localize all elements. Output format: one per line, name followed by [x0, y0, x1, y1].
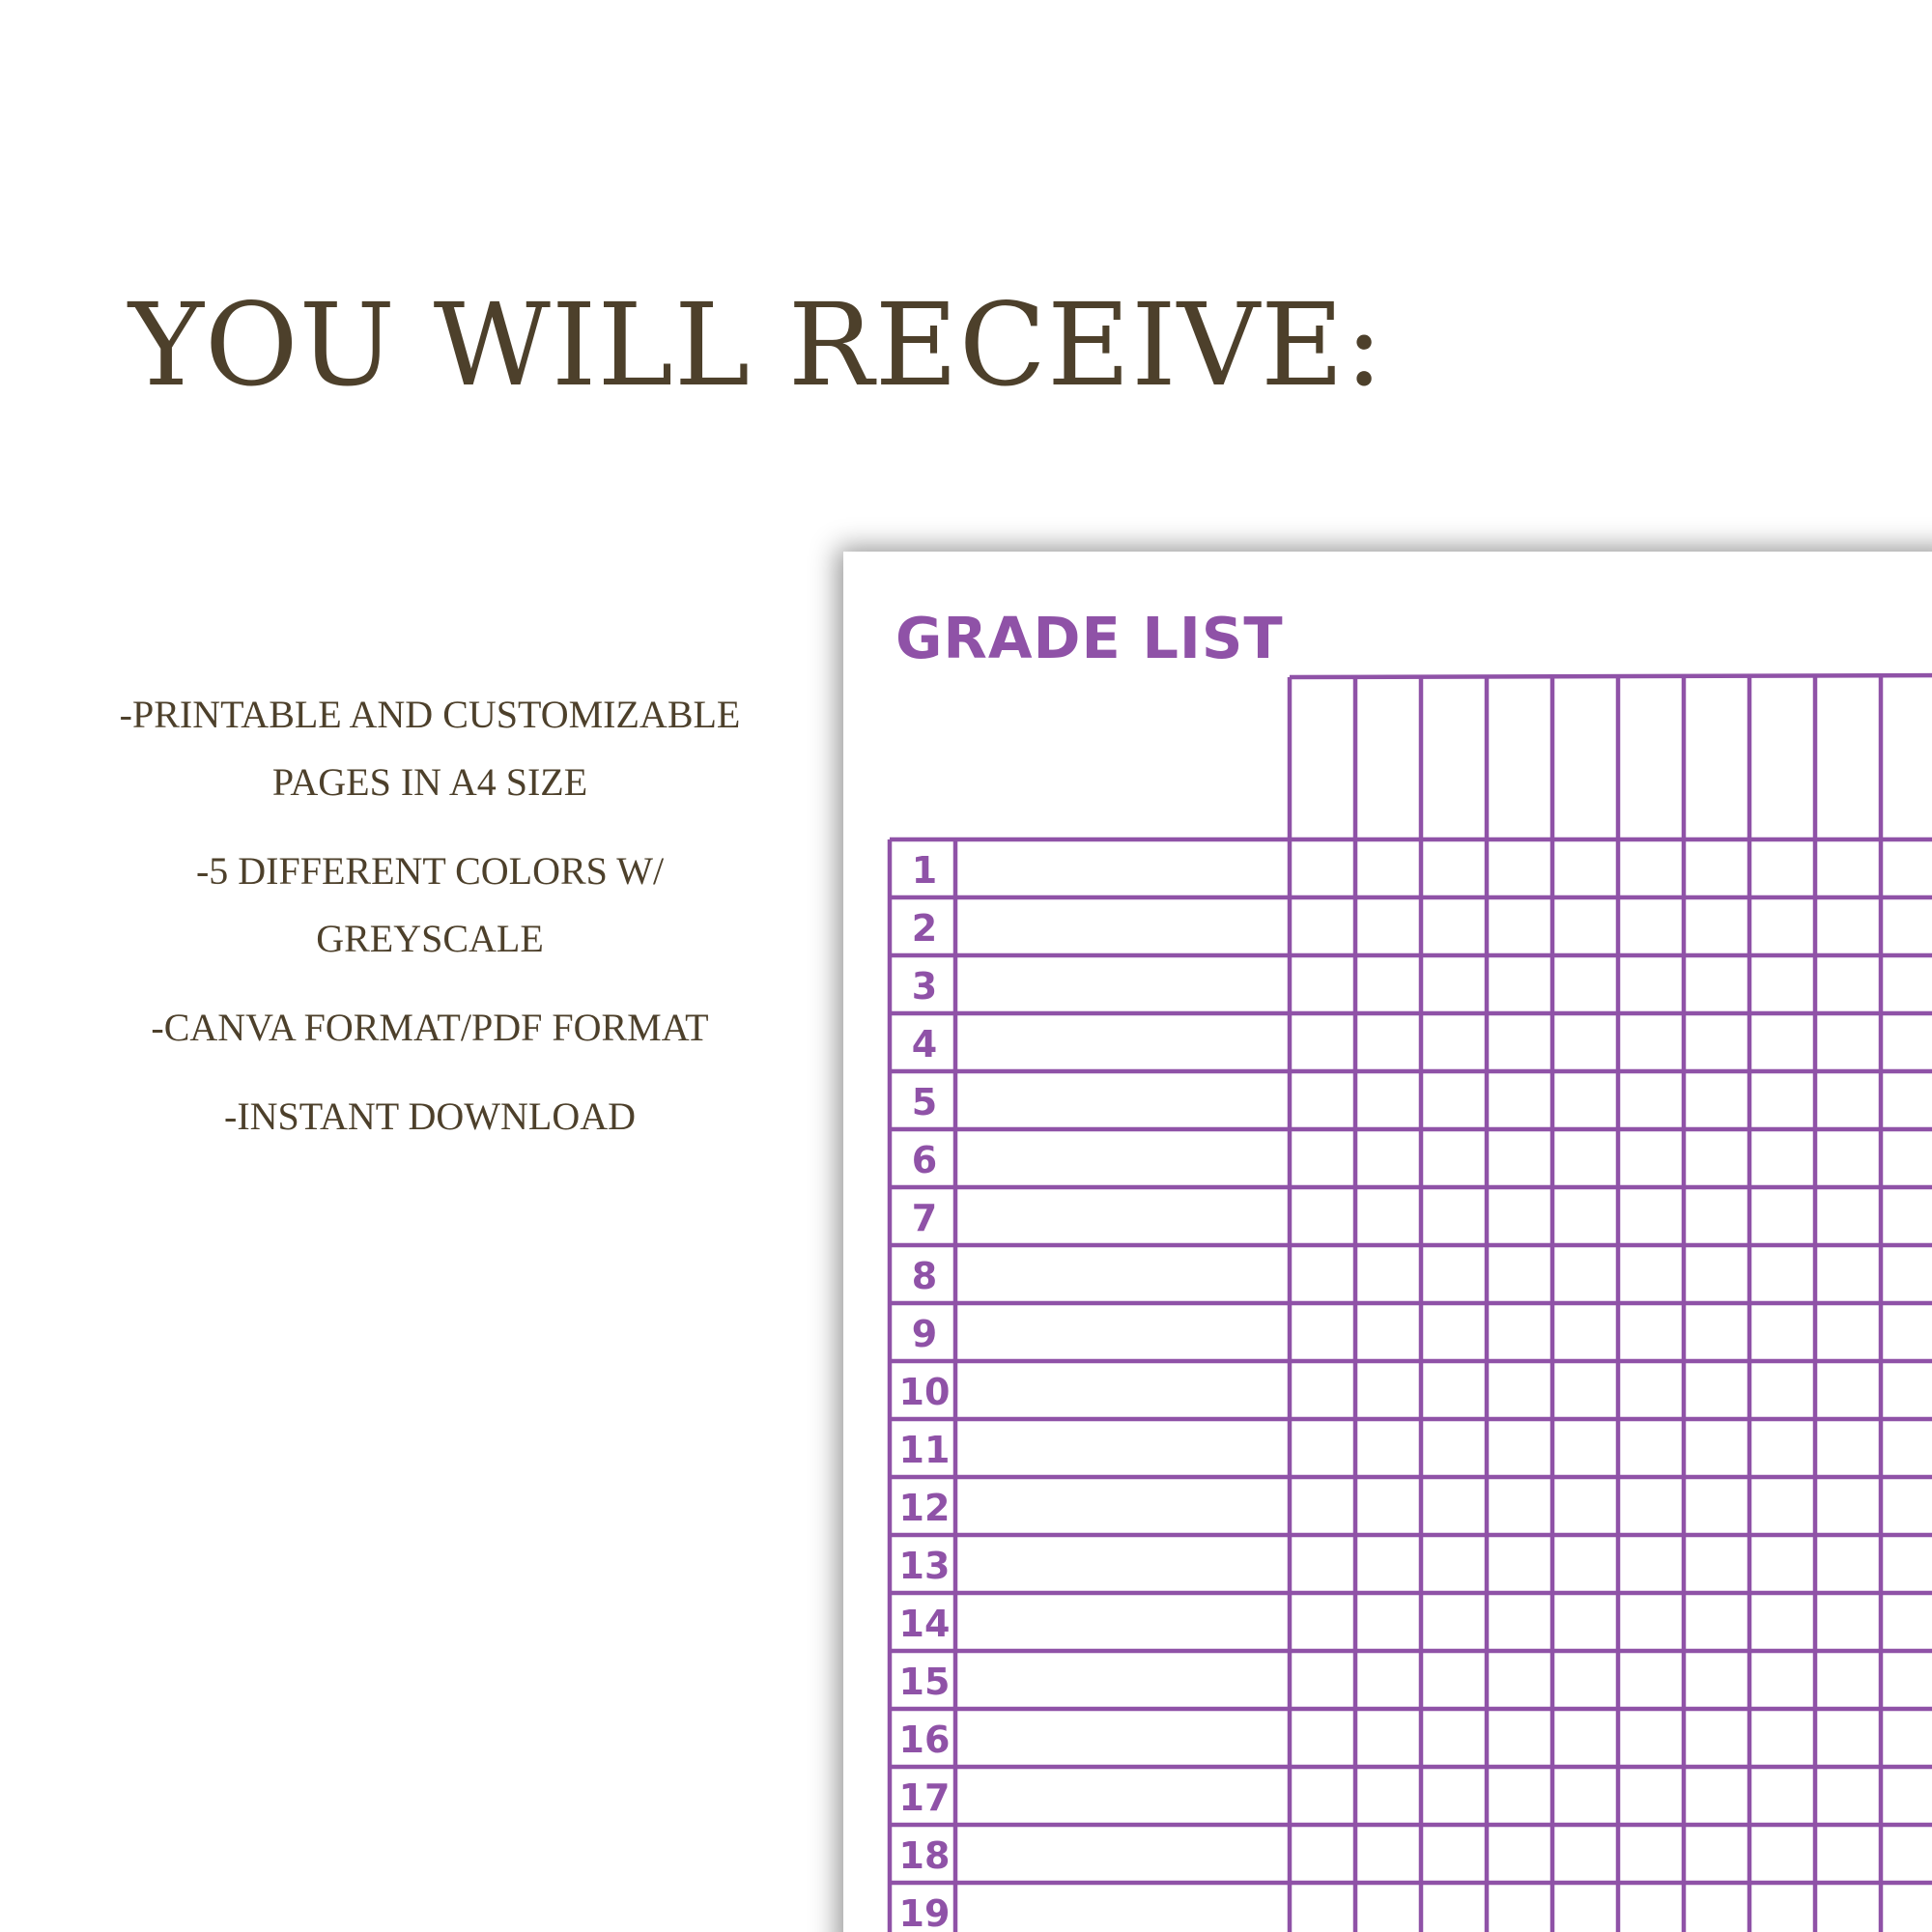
feature-line: -INSTANT DOWNLOAD — [224, 1094, 636, 1138]
feature-list — [58, 681, 802, 1172]
row-number: 18 — [898, 1834, 951, 1877]
row-number: 10 — [898, 1371, 951, 1413]
row-number: 15 — [898, 1661, 951, 1703]
row-number: 5 — [911, 1081, 938, 1123]
row-number: 7 — [911, 1197, 938, 1239]
row-number: 9 — [911, 1313, 938, 1355]
grade-table-grid — [843, 552, 1932, 1932]
feature-line: PAGES IN A4 SIZE — [271, 760, 588, 804]
sheet-title: GRADE LIST — [895, 605, 1284, 671]
row-number: 11 — [898, 1429, 951, 1471]
row-number: 1 — [911, 849, 938, 892]
row-number: 6 — [911, 1139, 938, 1181]
feature-line: GREYSCALE — [316, 917, 544, 960]
feature-download — [58, 1083, 802, 1151]
row-number: 13 — [898, 1545, 951, 1587]
feature-line: -5 DIFFERENT COLORS W/ — [195, 849, 665, 893]
feature-format — [58, 994, 802, 1062]
row-number: 19 — [898, 1892, 951, 1932]
grade-list-sheet-preview — [843, 552, 1932, 1932]
row-number: 17 — [898, 1776, 951, 1819]
feature-line: -PRINTABLE AND CUSTOMIZABLE — [119, 693, 741, 736]
feature-printable — [58, 681, 802, 816]
feature-line: -CANVA FORMAT/PDF FORMAT — [151, 1006, 709, 1049]
headline: YOU WILL RECEIVE: — [128, 278, 1384, 412]
row-number: 3 — [911, 965, 938, 1008]
row-number: 2 — [911, 907, 938, 950]
row-number: 8 — [911, 1255, 938, 1297]
row-number: 4 — [911, 1023, 938, 1065]
row-number: 12 — [898, 1487, 951, 1529]
row-number: 14 — [898, 1603, 951, 1645]
header-top-border — [1290, 675, 1932, 677]
feature-colors — [58, 838, 802, 973]
row-number: 16 — [898, 1719, 951, 1761]
